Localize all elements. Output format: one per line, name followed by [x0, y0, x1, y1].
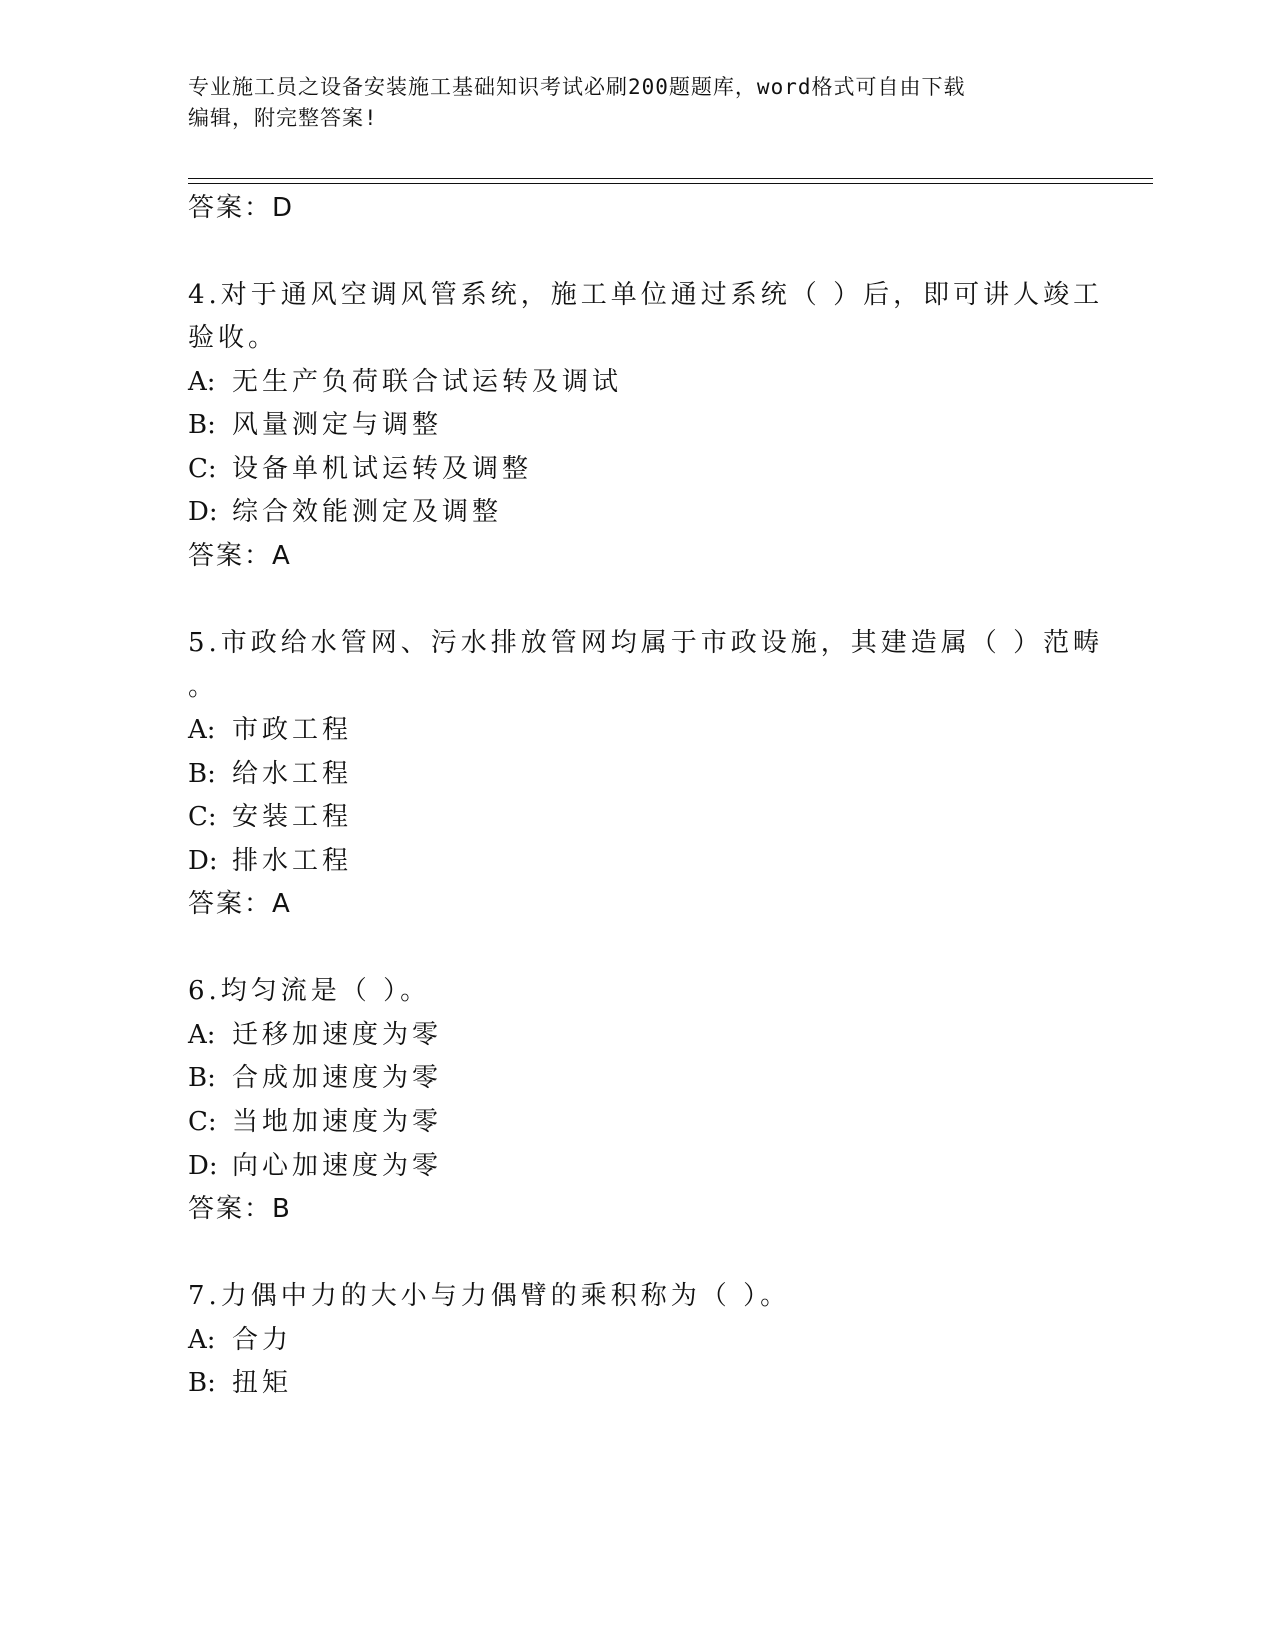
question-7-stem: 7.力偶中力的大小与力偶臂的乘积称为（ ）。 [188, 1281, 791, 1311]
header-line-2: 编辑，附完整答案! [188, 106, 378, 130]
option-letter: D: [188, 497, 218, 527]
option-text: 风量测定与调整 [232, 410, 443, 440]
question-6-option-d [188, 1150, 442, 1182]
option-letter: A: [188, 1020, 216, 1050]
question-5-option-d [188, 845, 352, 877]
option-text: 向心加速度为零 [232, 1151, 443, 1181]
question-4-option-b [188, 409, 442, 441]
option-text: 合成加速度为零 [232, 1063, 443, 1093]
option-text: 当地加速度为零 [232, 1107, 443, 1137]
question-4-stem-line-1: 4.对于通风空调风管系统，施工单位通过系统（ ）后，即可讲人竣工 [188, 280, 1104, 310]
option-letter: C: [188, 454, 217, 484]
option-text: 合力 [232, 1325, 293, 1355]
option-letter: A: [188, 367, 216, 397]
question-4-option-d [188, 496, 502, 528]
question-5-stem-line-2: 。 [188, 672, 219, 702]
question-5-option-c [188, 801, 352, 833]
question-5-option-a [188, 714, 352, 746]
option-letter: C: [188, 802, 217, 832]
question-4-option-a [188, 366, 622, 398]
document-header [188, 72, 1068, 134]
previous-answer: 答案：D [188, 193, 295, 223]
option-letter: D: [188, 1151, 218, 1181]
option-text: 迁移加速度为零 [232, 1020, 443, 1050]
option-letter: A: [188, 1325, 216, 1355]
question-6-option-c [188, 1106, 442, 1138]
option-letter: C: [188, 1107, 217, 1137]
header-divider-bottom [188, 183, 1153, 184]
question-7-option-b [188, 1367, 292, 1399]
option-text: 设备单机试运转及调整 [232, 454, 533, 484]
option-letter: B: [188, 1063, 216, 1093]
option-text: 市政工程 [232, 715, 353, 745]
option-letter: B: [188, 759, 216, 789]
question-4-stem-line-2: 验收。 [188, 323, 279, 353]
question-5-answer: 答案：A [188, 889, 292, 919]
question-5-stem-line-1: 5.市政给水管网、污水排放管网均属于市政设施，其建造属（ ）范畴 [188, 628, 1104, 658]
option-letter: A: [188, 715, 216, 745]
option-text: 安装工程 [232, 802, 353, 832]
question-4-answer: 答案：A [188, 541, 292, 571]
option-text: 排水工程 [232, 846, 353, 876]
question-5-option-b [188, 758, 352, 790]
question-6-option-a [188, 1019, 442, 1051]
question-6-option-b [188, 1062, 442, 1094]
option-text: 扭矩 [232, 1368, 293, 1398]
option-text: 无生产负荷联合试运转及调试 [232, 367, 623, 397]
option-letter: B: [188, 410, 216, 440]
question-7-option-a [188, 1324, 292, 1356]
header-line-1: 专业施工员之设备安装施工基础知识考试必刷200题题库，word格式可自由下载 [188, 75, 966, 99]
question-6-stem: 6.均匀流是（ ）。 [188, 976, 431, 1006]
option-letter: D: [188, 846, 218, 876]
option-text: 综合效能测定及调整 [232, 497, 503, 527]
question-6-answer: 答案：B [188, 1194, 292, 1224]
header-divider-top [188, 178, 1153, 179]
option-letter: B: [188, 1368, 216, 1398]
question-4-option-c [188, 453, 532, 485]
option-text: 给水工程 [232, 759, 353, 789]
